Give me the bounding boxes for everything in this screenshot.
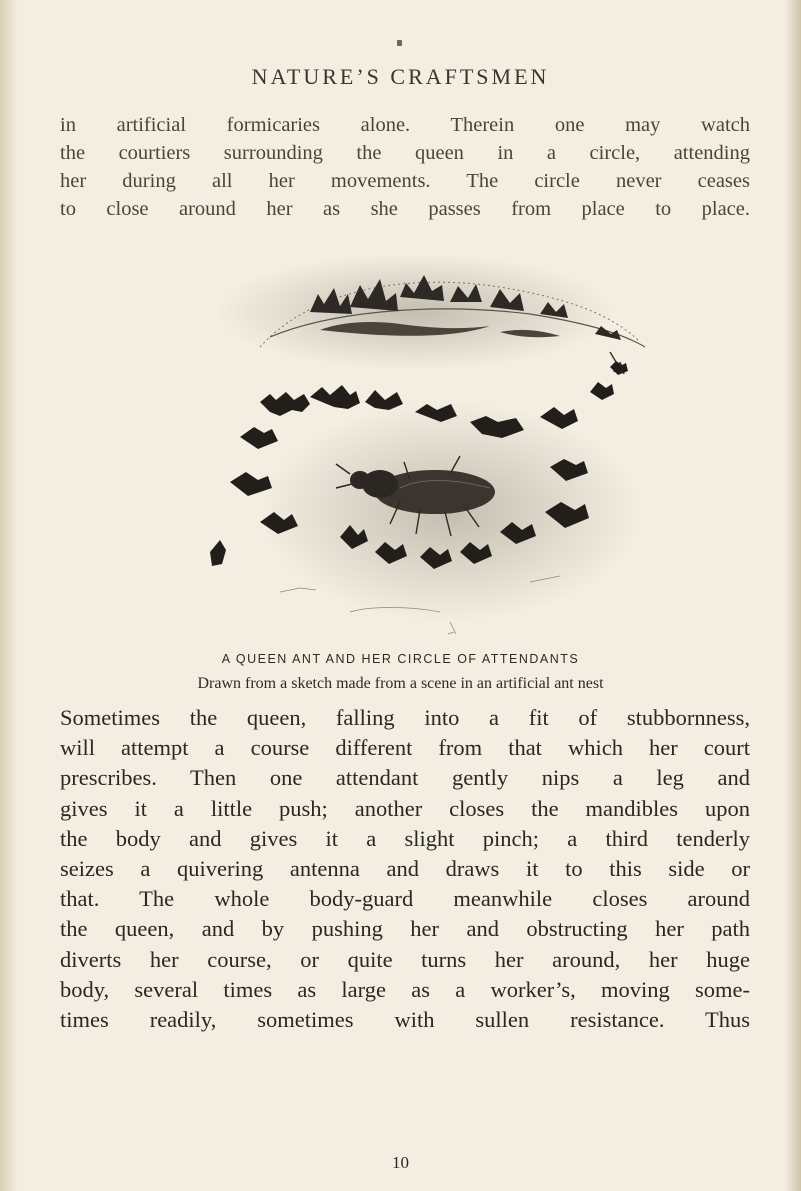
figure-caption-subtitle: Drawn from a sketch made from a scene in an artificial ant nest [197, 675, 604, 692]
body-line: prescribes. Then one attendant gently nips a leg and [60, 765, 750, 791]
body-line: Sometimes the queen, falling into a fit of stubbornness, [60, 705, 750, 730]
intro-line: in artificial formicaries alone. Therein one may watch [60, 114, 750, 136]
body-line: the body and gives it a slight pinch; a third tenderly [60, 825, 750, 851]
body-line: gives it a little push; another closes the mandibles upon [60, 795, 750, 821]
running-head: NATURE’S CRAFTSMEN [251, 64, 550, 89]
printer-mark [397, 40, 402, 46]
body-line: will attempt a course different from that which her court [60, 735, 750, 761]
figure-caption-title: A QUEEN ANT AND HER CIRCLE OF ATTENDANTS [221, 652, 580, 666]
body-line: body, several times as large as a worker’s, moving some- [60, 976, 750, 1002]
intro-line: to close around her as she passes from place to place. [60, 198, 750, 220]
body-line: diverts her course, or quite turns her around, her huge [60, 946, 750, 972]
nest-tunnel-sketch [215, 254, 645, 374]
intro-line: the courtiers surrounding the queen in a circle, attending [60, 142, 750, 164]
body-paragraph [60, 703, 750, 1035]
page-edge-right [785, 0, 801, 1191]
body-line: seizes a quivering antenna and draws it to this side or [60, 856, 750, 882]
page-number: 10 [392, 1153, 409, 1172]
intro-paragraph [60, 111, 750, 223]
body-line: the queen, and by pushing her and obstructing her path [60, 916, 750, 942]
queen-ant-circle-illustration [200, 252, 670, 644]
body-line: that. The whole body-guard meanwhile closes around [60, 886, 750, 912]
intro-line: her during all her movements. The circle never ceases [60, 170, 750, 192]
page-edge-left [0, 0, 18, 1191]
body-line: times readily, sometimes with sullen resistance. Thus [60, 1007, 750, 1033]
